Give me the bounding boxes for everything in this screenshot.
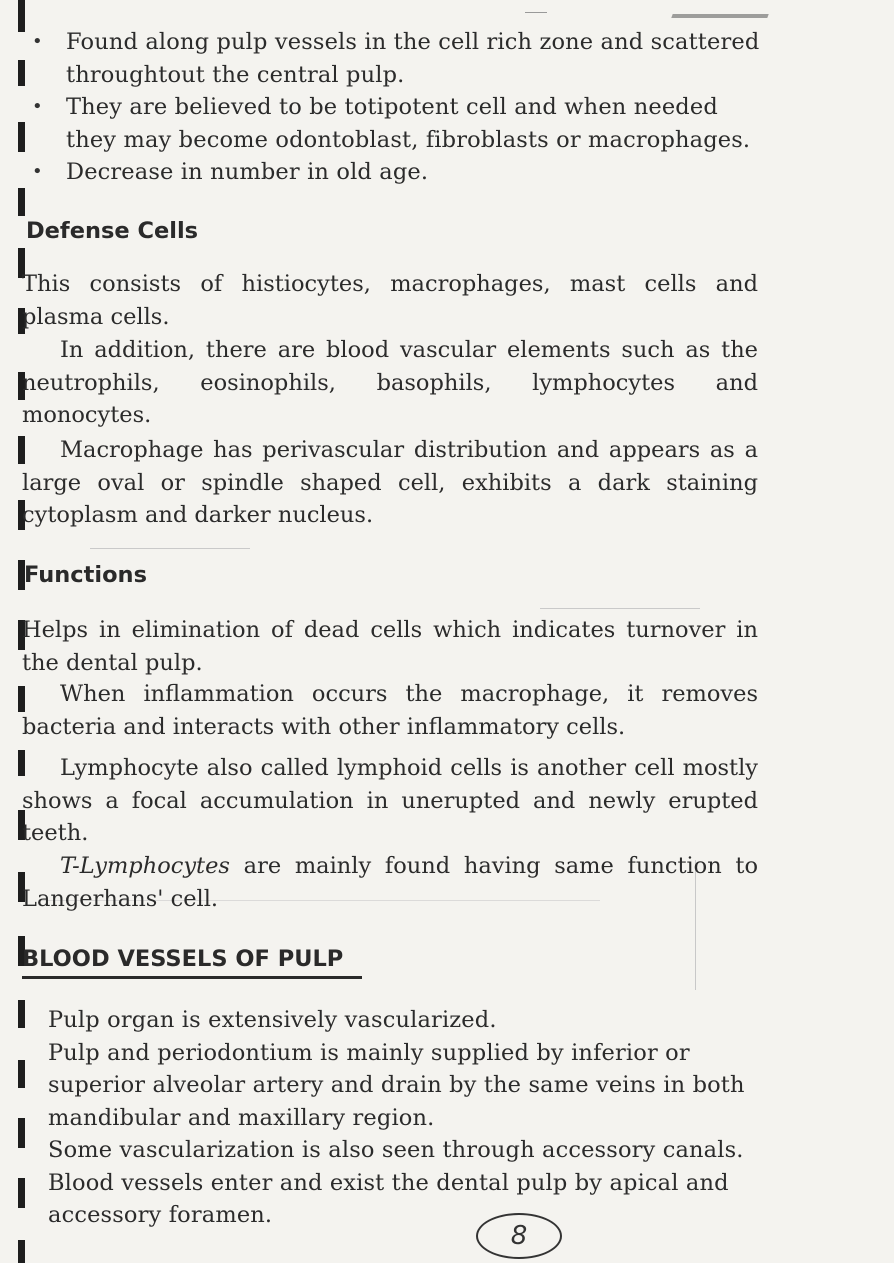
list-item: Some vascularization is also seen through accessory canals. xyxy=(48,1137,744,1163)
paragraph: Helps in elimination of dead cells which indicates turnover in the dental pulp. xyxy=(22,617,758,676)
italic-term: T-Lymphocytes xyxy=(60,853,230,879)
paragraph-text: are mainly found having same function to Langerhans' cell. xyxy=(22,853,758,912)
scan-smudge xyxy=(525,12,547,13)
paragraph: In addition, there are blood vascular elements such as the neutrophils, eosinophils, basophils, lymphocytes and monocytes. xyxy=(22,337,758,428)
section-heading: Defense Cells xyxy=(26,218,199,244)
paragraph: Lymphocyte also called lymphoid cells is another cell mostly shows a focal accumulation in unerupted and newly erupted teeth. xyxy=(22,755,758,846)
section-heading: Functions xyxy=(24,562,147,588)
list-item: Blood vessels enter and exist the dental pulp by apical and accessory foramen. xyxy=(48,1169,729,1228)
section-heading: BLOOD VESSELS OF PULP xyxy=(22,946,362,979)
binder-mark xyxy=(18,1240,25,1263)
list-item: • Decrease in number in old age. xyxy=(0,156,894,189)
list-item: • They are believed to be totipotent cell and when needed they may become odontoblast, fibroblasts or macrophages. xyxy=(0,91,894,156)
paragraph: Macrophage has perivascular distribution and appears as a large oval or spindle shaped cell, exhibits a dark staining cytoplasm and darker nucleus. xyxy=(22,437,758,528)
cells-bullet-list xyxy=(0,26,894,189)
scan-noise xyxy=(540,608,700,609)
paragraph: When inflammation occurs the macrophage, it removes bacteria and interacts with other inflammatory cells. xyxy=(22,681,758,740)
list-item: Pulp and periodontium is mainly supplied by inferior or superior alveolar artery and drain by the same veins in both mandibular and maxillary region. xyxy=(48,1039,745,1131)
scan-noise xyxy=(90,548,250,549)
blood-vessels-list xyxy=(0,1004,894,1232)
list-item: • Found along pulp vessels in the cell rich zone and scattered throughtout the central pulp. xyxy=(0,26,894,91)
scan-smudge xyxy=(671,14,768,18)
page-number: 8 xyxy=(476,1213,562,1259)
paragraph xyxy=(22,850,758,915)
list-item: Pulp organ is extensively vascularized. xyxy=(48,1007,497,1033)
binder-mark xyxy=(18,188,25,216)
paragraph: This consists of histiocytes, macrophages, mast cells and plasma cells. xyxy=(22,271,758,330)
